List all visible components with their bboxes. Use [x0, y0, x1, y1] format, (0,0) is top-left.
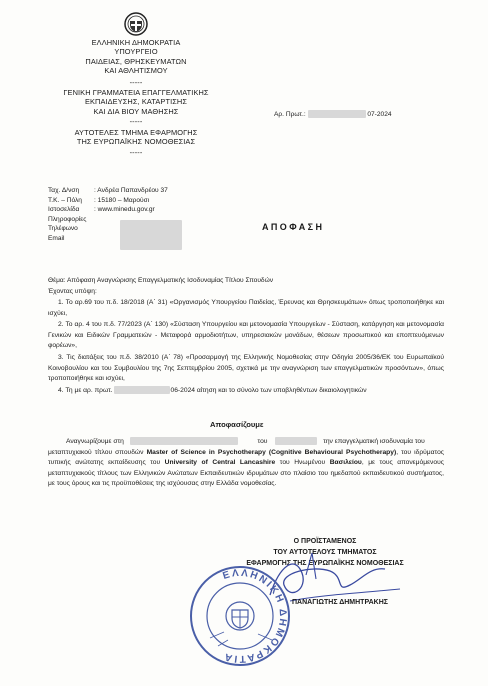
secretariat-line: ΓΕΝΙΚΗ ΓΡΑΜΜΑΤΕΙΑ ΕΠΑΓΓΕΛΜΑΤΙΚΗΣ [63, 88, 209, 97]
decide-heading: Αποφασίζουμε [210, 420, 264, 429]
university-name: University of Central Lancashire [164, 459, 276, 467]
signature-line: Ο ΠΡΟΪΣΤΑΜΕΝΟΣ [293, 538, 357, 545]
separator: ----- [129, 148, 143, 157]
decision-text: του Ηνωμένου [275, 459, 326, 467]
list-item [48, 386, 444, 397]
document-title: ΑΠΟΦΑΣΗ [262, 222, 325, 232]
contact-row [48, 187, 248, 197]
decision-text: μεταπτυχιακού τίτλου σπουδών [48, 448, 147, 456]
contact-row [48, 206, 248, 216]
ministry-line: ΠΑΙΔΕΙΑΣ, ΘΡΗΣΚΕΥΜΑΤΩΝ [85, 56, 187, 66]
contact-label: Email [48, 234, 65, 242]
redacted-block [308, 110, 366, 118]
redacted-block [120, 220, 182, 250]
ministry-line: ΚΑΙ ΑΘΛΗΤΙΣΜΟΥ [104, 66, 168, 76]
decision-line [48, 437, 444, 448]
separator: ----- [129, 78, 143, 87]
official-stamp-icon [188, 564, 292, 668]
decision-body [48, 448, 444, 490]
ministry-line: ΥΠΟΥΡΓΕΙΟ [114, 47, 158, 57]
decision-text: του [257, 438, 268, 445]
decision-paragraph [48, 437, 444, 490]
signature-line: ΕΦΑΡΜΟΓΗΣ ΤΗΣ ΕΥΡΩΠΑΪΚΗΣ ΝΟΜΟΘΕΣΙΑΣ [246, 560, 404, 567]
contact-label: Τ.Κ. – Πόλη [48, 196, 82, 204]
department-line: ΑΥΤΟΤΕΛΕΣ ΤΜΗΜΑ ΕΦΑΡΜΟΓΗΣ [74, 128, 198, 137]
item-suffix: 06-2024 αίτηση και το σύνολο των υποβληθέντων δικαιολογητικών [170, 386, 367, 394]
contact-label: Ταχ. Δ/νση [48, 187, 80, 194]
redacted-block [114, 386, 170, 394]
decision-text: , με τους απονεμόμενους μεταπτυχιακούς τίτλους των Ελληνικών Ανώτατων Εκπαιδευτικών ιδρυμάτων στο πλαίσιο του ημεδαπού εκπαιδευτικού συστήματος, με τους όρους και τις προϋποθέσεις της ισχύουσας στην Ελλάδα νομοθεσίας. [48, 459, 444, 488]
redacted-block [130, 437, 238, 445]
list-item: 3. Τις διατάξεις του π.δ. 38/2010 (Α΄ 78) «Προσαρμογή της Ελληνικής Νομοθεσίας στην Οδηγία 2005/36/ΕΚ του Ευρωπαϊκού Κοινοβουλίου και του Συμβουλίου της 7ης Σεπτεμβρίου 2005, σχετικά με την αναγνώριση των επαγγελματικών προσόντων», όπως τροποποιήθηκε και ισχύει, [48, 353, 444, 383]
protocol-number [274, 110, 392, 119]
country-name: Βασιλείου [329, 459, 362, 467]
secretariat-line: ΕΚΠΑΙΔΕΥΣΗΣ, ΚΑΤΑΡΤΙΣΗΣ [84, 97, 188, 107]
svg-text:ΕΛΛΗΝΙΚΗ ΔΗΜΟΚΡΑΤΙΑ: ΕΛΛΗΝΙΚΗ ΔΗΜΟΚΡΑΤΙΑ [221, 567, 289, 665]
legal-basis-list [48, 298, 444, 396]
greek-emblem-icon [124, 12, 148, 36]
considering-label: Έχοντας υπόψη: [48, 288, 97, 295]
department-line: ΤΗΣ ΕΥΡΩΠΑΪΚΗΣ ΝΟΜΟΘΕΣΙΑΣ [76, 137, 196, 147]
list-item: 1. Το αρ.69 του π.δ. 18/2018 (Α΄ 31) «Οργανισμός Υπουργείου Παιδείας, Έρευνας και Θρησκευμάτων» όπως τροποποιήθηκε και ισχύει, [48, 299, 444, 317]
signatory-name: ΠΑΝΑΓΙΩΤΗΣ ΔΗΜΗΤΡΑΚΗΣ [292, 599, 388, 606]
subject-line: Θέμα: Απόφαση Αναγνώρισης Επαγγελματικής Ισοδυναμίας Τίτλου Σπουδών [48, 277, 274, 284]
item-prefix: 4. Τη με αρ. πρωτ. [58, 386, 113, 394]
signature-line: ΤΟΥ ΑΥΤΟΤΕΛΟΥΣ ΤΜΗΜΑΤΟΣ [273, 549, 377, 556]
contact-value: : Ανδρέα Παπανδρέου 37 [94, 187, 168, 194]
protocol-label: Αρ. Πρωτ.: [274, 110, 306, 118]
redacted-block [275, 437, 317, 445]
list-item: 2. Το αρ. 4 του π.δ. 77/2023 (Α΄ 130) «Σύσταση Υπουργείου και μετονομασία Υπουργείων - Σύσταση, κατάργηση και μετονομασία Γενικών και Ειδικών Γραμματειών - Μεταφορά αρμοδιοτήτων, υπηρεσιακών μονάδων, θέσεων προσωπικού και εποπτευόμενων φορέων», [48, 321, 444, 350]
decision-text: , [396, 448, 399, 456]
separator: ----- [129, 117, 143, 126]
ministry-line: ΕΛΛΗΝΙΚΗ ΔΗΜΟΚΡΑΤΙΑ [91, 38, 181, 47]
secretariat-line: ΚΑΙ ΔΙΑ ΒΙΟΥ ΜΑΘΗΣΗΣ [93, 106, 179, 116]
decision-text: του ιδρύματος τυπικής ανώτατης εκπαίδευσης του [48, 448, 445, 467]
contact-value: : 15180 – Μαρούσι [94, 196, 150, 204]
contact-value: : www.minedu.gov.gr [94, 206, 155, 213]
contact-row [48, 197, 248, 207]
protocol-suffix: 07-2024 [367, 110, 392, 118]
contact-label: Ιστοσελίδα [48, 206, 80, 213]
department-header [40, 128, 232, 147]
ministry-header [60, 38, 212, 76]
degree-title: Master of Science in Psychotherapy (Cognitive Behavioural Psychotherapy) [146, 448, 397, 456]
decision-text: Αναγνωρίζουμε στη [66, 438, 124, 445]
decision-text: την επαγγελματική ισοδυναμία του [323, 438, 425, 445]
contact-label: Πληροφορίες [48, 215, 87, 223]
contact-label: Τηλέφωνο [48, 225, 78, 232]
secretariat-header [40, 88, 232, 116]
